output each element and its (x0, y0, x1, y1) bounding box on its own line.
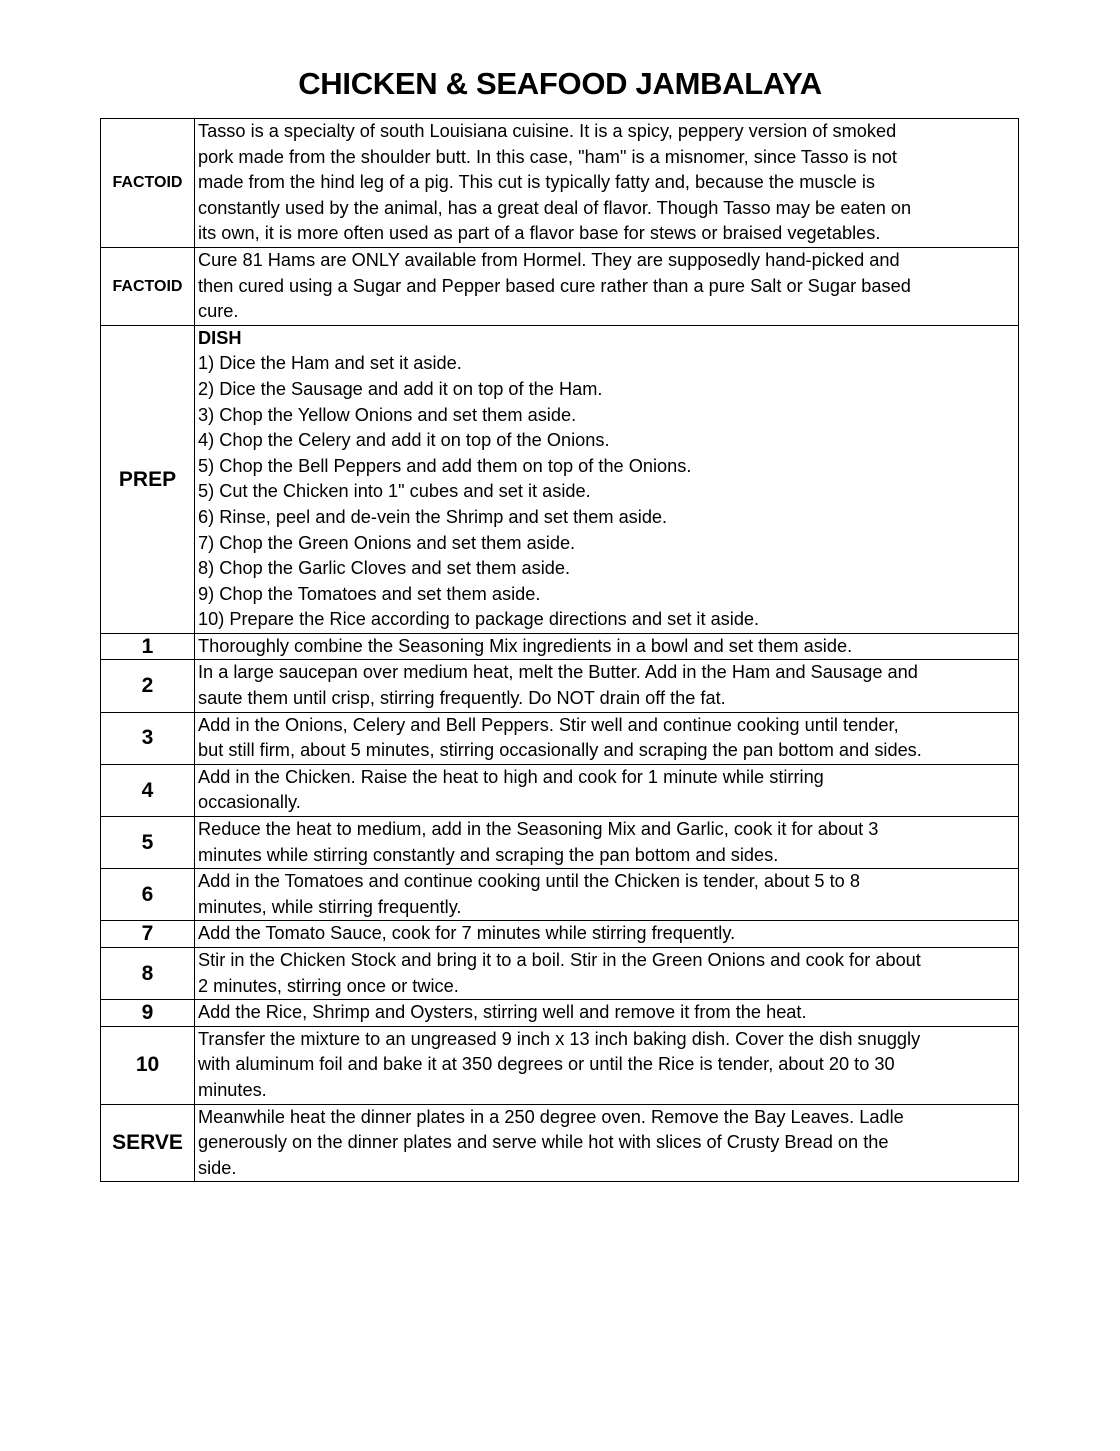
row-text (195, 712, 1019, 764)
factoid-row (101, 247, 1019, 325)
step-number: 6 (101, 869, 195, 921)
text-line: saute them until crisp, stirring frequently. Do NOT drain off the fat. (198, 688, 726, 709)
text-line: its own, it is more often used as part of a flavor base for stews or braised vegetables. (198, 223, 881, 244)
text-line: pork made from the shoulder butt. In this case, "ham" is a misnomer, since Tasso is not (198, 146, 897, 167)
row-text (195, 119, 1019, 248)
text-line: with aluminum foil and bake it at 350 degrees or until the Rice is tender, about 20 to 30 (198, 1054, 895, 1075)
row-text (195, 869, 1019, 921)
row-text (195, 660, 1019, 712)
prep-step: 7) Chop the Green Onions and set them aside. (198, 532, 576, 553)
row-text (195, 764, 1019, 816)
text-line: generously on the dinner plates and serve while hot with slices of Crusty Bread on the (198, 1132, 889, 1153)
text-line: Add the Rice, Shrimp and Oysters, stirring well and remove it from the heat. (198, 1002, 807, 1023)
text-line: Transfer the mixture to an ungreased 9 inch x 13 inch baking dish. Cover the dish snuggly (198, 1028, 921, 1049)
step-row (101, 921, 1019, 948)
text-line: Add in the Chicken. Raise the heat to high and cook for 1 minute while stirring (198, 766, 824, 787)
text-line: Add the Tomato Sauce, cook for 7 minutes while stirring frequently. (198, 923, 736, 944)
prep-step: 4) Chop the Celery and add it on top of the Onions. (198, 430, 610, 451)
text-line: side. (198, 1157, 237, 1178)
text-line: minutes, while stirring frequently. (198, 896, 462, 917)
text-line: Stir in the Chicken Stock and bring it to a boil. Stir in the Green Onions and cook for about (198, 950, 921, 970)
step-number: 3 (101, 712, 195, 764)
text-line: Reduce the heat to medium, add in the Seasoning Mix and Garlic, cook it for about 3 (198, 819, 879, 840)
step-number: 1 (101, 633, 195, 660)
text-line: Meanwhile heat the dinner plates in a 250 degree oven. Remove the Bay Leaves. Ladle (198, 1106, 904, 1127)
step-number: 7 (101, 921, 195, 948)
row-text (195, 633, 1019, 660)
serve-row (101, 1104, 1019, 1182)
step-number: 8 (101, 948, 195, 1000)
text-line: Add in the Onions, Celery and Bell Peppers. Stir well and continue cooking until tender, (198, 714, 899, 735)
factoid-row (101, 119, 1019, 248)
text-line: Tasso is a specialty of south Louisiana cuisine. It is a spicy, peppery version of smoked (198, 121, 897, 141)
row-text (195, 1104, 1019, 1182)
prep-step: 1) Dice the Ham and set it aside. (198, 353, 462, 374)
text-line: In a large saucepan over medium heat, melt the Butter. Add in the Ham and Sausage and (198, 662, 918, 683)
row-label: FACTOID (101, 247, 195, 325)
prep-step: 8) Chop the Garlic Cloves and set them aside. (198, 558, 571, 579)
prep-step: 2) Dice the Sausage and add it on top of the Ham. (198, 378, 603, 399)
prep-row (101, 325, 1019, 633)
text-line: Thoroughly combine the Seasoning Mix ingredients in a bowl and set them aside. (198, 635, 853, 656)
row-text (195, 921, 1019, 948)
step-number: 4 (101, 764, 195, 816)
prep-step: 5) Cut the Chicken into 1" cubes and set it aside. (198, 481, 591, 502)
row-text (195, 817, 1019, 869)
step-row (101, 817, 1019, 869)
text-line: but still firm, about 5 minutes, stirring occasionally and scraping the pan bottom and sides. (198, 740, 922, 761)
row-text (195, 948, 1019, 1000)
row-label: PREP (101, 325, 195, 633)
step-row (101, 712, 1019, 764)
step-number: 2 (101, 660, 195, 712)
prep-step: 10) Prepare the Rice according to package directions and set it aside. (198, 609, 760, 630)
row-text (195, 1026, 1019, 1104)
dish-heading: DISH (198, 327, 242, 348)
step-row (101, 660, 1019, 712)
row-label: FACTOID (101, 119, 195, 248)
step-row (101, 948, 1019, 1000)
step-row (101, 764, 1019, 816)
step-row (101, 869, 1019, 921)
row-text (195, 325, 1019, 633)
row-text (195, 1000, 1019, 1027)
text-line: then cured using a Sugar and Pepper based cure rather than a pure Salt or Sugar based (198, 275, 911, 296)
text-line: cure. (198, 301, 239, 322)
text-line: Cure 81 Hams are ONLY available from Hormel. They are supposedly hand-picked and (198, 249, 900, 270)
step-number: 10 (101, 1026, 195, 1104)
step-row (101, 1000, 1019, 1027)
prep-step: 3) Chop the Yellow Onions and set them aside. (198, 404, 577, 425)
step-number: 5 (101, 817, 195, 869)
text-line: made from the hind leg of a pig. This cut is typically fatty and, because the muscle is (198, 172, 875, 193)
text-line: 2 minutes, stirring once or twice. (198, 975, 459, 996)
row-text (195, 247, 1019, 325)
row-label: SERVE (101, 1104, 195, 1182)
text-line: minutes. (198, 1079, 267, 1100)
step-row (101, 633, 1019, 660)
text-line: minutes while stirring constantly and scraping the pan bottom and sides. (198, 844, 779, 865)
prep-step: 5) Chop the Bell Peppers and add them on top of the Onions. (198, 455, 692, 476)
prep-step: 9) Chop the Tomatoes and set them aside. (198, 583, 541, 604)
page-title: CHICKEN & SEAFOOD JAMBALAYA (298, 66, 822, 101)
step-row (101, 1026, 1019, 1104)
text-line: constantly used by the animal, has a great deal of flavor. Though Tasso may be eaten on (198, 197, 912, 218)
recipe-table (100, 118, 1019, 1182)
prep-step: 6) Rinse, peel and de-vein the Shrimp and set them aside. (198, 506, 668, 527)
step-number: 9 (101, 1000, 195, 1027)
text-line: occasionally. (198, 792, 301, 813)
text-line: Add in the Tomatoes and continue cooking until the Chicken is tender, about 5 to 8 (198, 871, 860, 892)
